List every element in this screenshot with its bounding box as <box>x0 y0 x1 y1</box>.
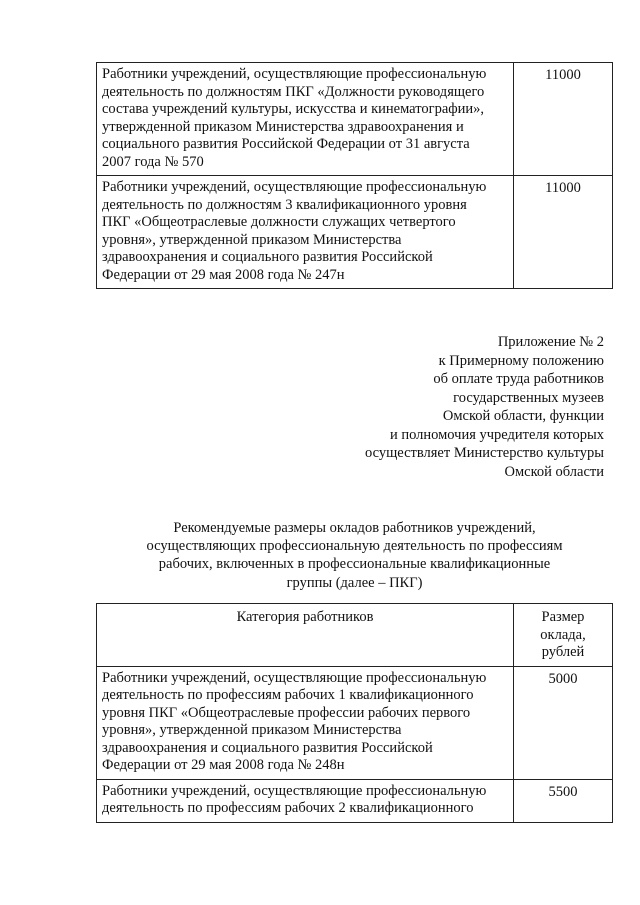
table-header-row <box>97 604 613 667</box>
employee-category-cell: Работники учреждений, осуществляющие профессиональную деятельность по профессиям рабочих 1 квалификационного уровня ПКГ «Общеотраслевые профессии рабочих первого уровня», утвержденной приказом Министерства здравоохранения и социального развития Российской Федерации от 29 мая 2008 года № 248н <box>97 666 514 779</box>
salary-value-cell: 11000 <box>514 176 613 289</box>
salary-value-cell: 11000 <box>514 63 613 176</box>
employee-category-cell: Работники учреждений, осуществляющие профессиональную деятельность по профессиям рабочих 2 квалификационного <box>97 779 514 822</box>
salary-table-workers <box>96 603 613 823</box>
salary-value-cell: 5500 <box>514 779 613 822</box>
section-title: Рекомендуемые размеры окладов работников учреждений, осуществляющих профессиональную деятельность по профессиям рабочих, включенных в профессиональные квалификационные группы (далее – ПКГ) <box>146 520 563 591</box>
table-row <box>97 63 613 176</box>
employee-category-cell: Работники учреждений, осуществляющие профессиональную деятельность по должностям ПКГ «Должности руководящего состава учреждений культуры, искусства и кинематографии», утвержденной приказом Министерства здравоохранения и социального развития Российской Федерации от 31 августа 2007 года № 570 <box>97 63 514 176</box>
table-row <box>97 176 613 289</box>
employee-category-cell: Работники учреждений, осуществляющие профессиональную деятельность по должностям 3 квалификационного уровня ПКГ «Общеотраслевые должности служащих четвертого уровня», утвержденной приказом Министерства здравоохранения и социального развития Российской Федерации от 29 мая 2008 года № 247н <box>97 176 514 289</box>
appendix-heading: Приложение № 2 к Примерному положению об оплате труда работников государственных музеев Омской области, функции и полномочия учредителя которых осуществляет Министерство культуры Омской области <box>365 334 604 480</box>
table-row <box>97 666 613 779</box>
table-row <box>97 779 613 822</box>
salary-table-top <box>96 62 613 289</box>
column-header-salary: Размер оклада, рублей <box>514 604 613 667</box>
salary-value-cell: 5000 <box>514 666 613 779</box>
column-header-category: Категория работников <box>97 604 514 667</box>
